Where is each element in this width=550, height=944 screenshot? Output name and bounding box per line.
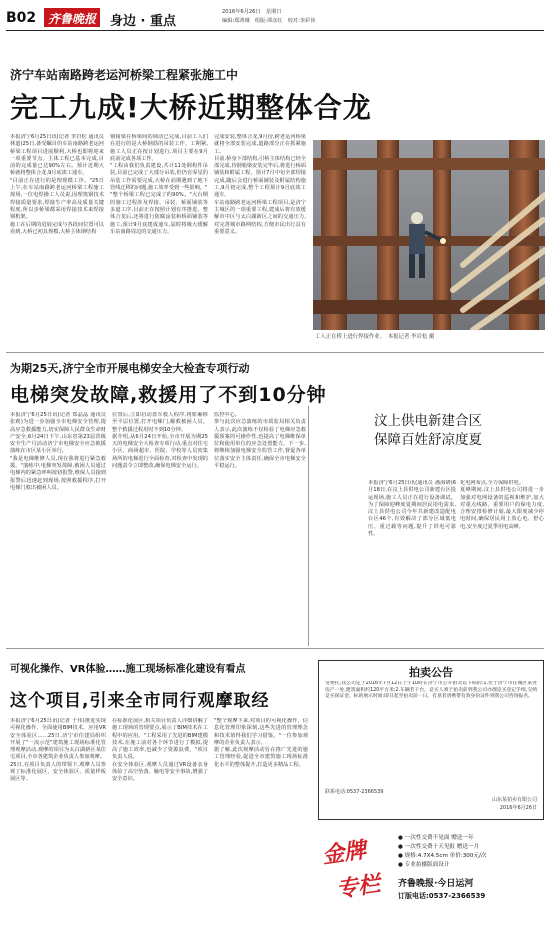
story1-kicker: 济宁车站南路跨老运河桥梁工程紧张施工中 — [10, 68, 239, 82]
story2-headline: 电梯突发故障,救援用了不到10分钟 — [10, 384, 327, 406]
auction-body: 受委托,我公司定于2016年7月12日上午10时在济宁市公开拍卖以下标的:1.位于济宁市任城区某处房产一处,建筑面积约120平方米;2.车辆若干台。竞买人须于拍卖前到我公司办理竞买登记手续,交纳竞买保证金。标的展示时间:即日起至拍卖前一日。有意者请携带有效身份证件到我公司咨询报名。 — [325, 681, 537, 700]
construction-photo — [313, 140, 545, 330]
ad-phone: 订版电话:0537-2366539 — [398, 892, 486, 900]
ad-item-3: ● 规格:4.7X4.5cm 单价:300元/次 — [398, 853, 487, 859]
page-code: B02 — [6, 10, 37, 26]
auction-company: 山东某拍卖有限公司 — [491, 797, 537, 803]
brand-logo — [44, 8, 100, 27]
story4-col3: "整个观摩下来,对项目的可视化操作、信息化管理印象深刻,这些先进的管理理念和技术值得我们学习借鉴。"一位参加观摩的企业负责人表示。 据了解,此次观摩活动旨在推广先进的施工管理经验,促进全市建筑施工现场标准化水平的整体提升,打造更多精品工程。 — [214, 718, 308, 768]
editors-line: 编辑:郑鸿娥 组版:谭彦红 校对:李彩侠 — [222, 18, 316, 24]
auction-box — [318, 660, 544, 820]
ad-item-2: ● 一次性交费十天见报 赠送一月 — [398, 844, 480, 850]
page-header — [6, 6, 544, 36]
story1-col2: 钢箱梁在桥梁间的调动已完成,目前工人们在进行的是大桥钢筋的吊装工作。工期紧,施工人员正在按计划进行,项目主要在9月底前完成各项工作。 "工程由我们负责建设,共计11处钢构件吊装,目前已完成了大部分吊装,但仍有零星的吊装工作需要完成,大桥在前期遇到了地下管线迁移的问题,施工效率受到一些影响。" "整个桥梁工程已完成了约90%。"大台期的施工过程涉及焊接、吊装、桥面铺装等多道工序,目前正在按照计划有序推进。整体合龙后,还将进行防腐涂装和桥面铺装等施工,预计9月底建成通车,届时将极大缓解车站南路周边的交通压力。 — [110, 134, 208, 235]
story1-col3: 完成安装,整体合龙,9月份,跨老运河桥梁就将全部安装完成,道路部分正在抓紧施工。 目前,桥身下部结构,引桥主体结构已经全部完成,待钢箱梁安装完毕后,将进行桥面铺装和附属工程。预计7月中旬全部焊接完成,随后会进行桥面铺装及附属结构施工,9月初完成,整个工程预计9月底竣工通车。 车站南路跨老运河桥梁工程项目,是济宁主城区的一项重要工程,建成后将有效缓解市中区与太白湖新区之间的交通压力,对完善城市路网结构,方便市民出行具有重要意义。 — [214, 134, 306, 235]
ad-logo-line2: 专栏 — [334, 871, 382, 903]
story2-col1: 本报济宁6月25日讯(记者 郑晶晶 通讯员 张莉)为进一步加强全市电梯安全管理,提高应急救援能力,切实保障人民群众生命财产安全,6月24日下午,山东省第23届省级安全生产月活动济宁市电梯安全应急救援演练在市区某小区举行。 "我是电梯维修人员,现在我将进行紧急救援。"演练中,电梯突发故障,被困人员通过电梯内的紧急呼叫按钮报警,维保人员接到报警后迅速赶到现场,按照救援程序,打开电梯门救出被困人员。 — [10, 412, 106, 491]
ad-logo — [318, 832, 390, 912]
ad-logo-line1: 金牌 — [320, 837, 368, 869]
vertical-divider — [308, 406, 309, 646]
issue-date: 2016年6月26日 星期日 — [222, 9, 282, 15]
ad-item-1: ● 一次性交费不见面 赠送一年 — [398, 835, 474, 841]
brand-text: 齐鲁晚报 — [48, 12, 97, 26]
story4-col2: 在标准化展区,相关项目负责人详细讲解了施工现场的管理要点,展示了BIM技术在工程中的应用。"工程采用了先进的BIM建模技术,在施工前对各个环节进行了模拟,提高了施工效率,也减少了资源浪费。"项目负责人说。 在安全体验区,观摩人员通过VR设备亲身体验了高空坠落、触电等安全事故,增强了安全意识。 — [112, 718, 208, 783]
story2-col2: 位置后,立即启动盘车救人程序,将轿厢移至平层位置,打开电梯门,解救被困人员。整个救援过程用时不到10分钟。 据介绍,从6月24日开始,全市开展为期25天的电梯安全大检查专项行动,重点对住宅小区、商场超市、医院、学校等人员密集场所的电梯进行全面检查,对检查中发现的问题责令立即整改,确保电梯安全运行。 — [112, 412, 208, 470]
story3-headline-text: 汶上供电新建合区保障百姓舒凉度夏 — [374, 413, 482, 448]
story2-col3: 监控中心。 参与此次应急演练的市质监局相关负责人表示,此次演练不仅检验了电梯应急救援预案的可操作性,也提高了电梯维保单位和使用单位的应急处置能力。下一步,将继续加强电梯安全监管工作,督促各单位落实安全主体责任,确保全市电梯安全平稳运行。 — [214, 412, 306, 470]
photo-illustration — [313, 140, 545, 330]
divider-1 — [6, 352, 544, 353]
header-rule — [6, 30, 544, 31]
auction-date: 2016年6月26日 — [499, 805, 537, 811]
ad-brand: 齐鲁晚报·今日运河 — [398, 879, 474, 889]
story4-col1: 本报济宁6月25日讯(记者 于伟)推进实现可视化操作、全面使用BIM技术、应用VR安全体验区……25日,济宁市住建局组织开展了"一流示范"建筑施工现场标准化管理观摩活动,观摩的项目为太白湖新区某住宅项目,全市各建筑企业负责人参加观摩。 25日,在项目负责人的带领下,观摩人员参观了标准化展区、安全体验区、质量样板展区等。 — [10, 718, 106, 783]
auction-title: 拍卖公告 — [409, 666, 453, 679]
story4-headline: 这个项目,引来全市同行观摩取经 — [10, 691, 270, 711]
story3-headline — [374, 412, 484, 450]
story3-col1: 本报济宁6月25日讯(通讯员 潘海研)6月18日,在汶上县供电公司新建台区投运现场,施工人员正在进行设备调试。为了保障迎峰度夏期间居民用电需求,汶上县供电公司今年共新建改造配电台区46个,有效解决了部分区域低电压、重过载等问题,提升了供电可靠性。 — [368, 480, 456, 538]
photo-caption: 工人正在桥上进行焊接作业。 本报记者 李岩松 摄 — [315, 334, 435, 340]
ad-item-4: ● 专业拍摄版面设计 — [398, 862, 450, 868]
divider-2 — [6, 648, 544, 649]
ad-details — [398, 834, 542, 901]
gold-column-ad — [318, 828, 544, 936]
story2-kicker: 为期25天,济宁全市开展电梯安全大检查专项行动 — [10, 362, 250, 375]
auction-contact: 联系电话:0537-2366539 — [325, 789, 384, 795]
story4-kicker: 可视化操作、VR体验……施工现场标准化建设有看点 — [10, 664, 246, 675]
section-title: 身边 · 重点 — [110, 14, 176, 29]
story1-headline: 完工九成!大桥近期整体合龙 — [10, 91, 372, 124]
story1-col1: 本报济宁6月25日讯(记者 李岩松 通讯员 林道)25日,备受瞩目的车站南路跨老运河桥梁工程项目进展顺利,大桥也即将迎来一项重要节点。主体工程已基本完成,目前的完成量已达90%左右。预计近期大桥就将整体合龙,9月底竣工通车。 "目前正在进行的是理现模工序。"25日上午,在车站南路跨老运河桥梁工程施工现场,一位电焊操工人员说,因理筑钢技术焊接质量要求,焊接生产率高及质量关键程度,所以步桥梁都采用焊接技术来焊接钢桁架。 施工在后期的进展完成与各段间位置可以看到,大桥已初具规模,大桥主体钢结构 — [10, 134, 104, 235]
story3-col2: 化电网布点,全力保障供电。 夏峰期间,汶上县供电公司将进一步加强对电网设备的巡视和维护,加大对重点线路、重要用户的保电力度,合理安排检修计划,最大限度减少停电时间,确保居民用上放心电、舒心电,安全度过夏季用电高峰。 — [460, 480, 544, 530]
